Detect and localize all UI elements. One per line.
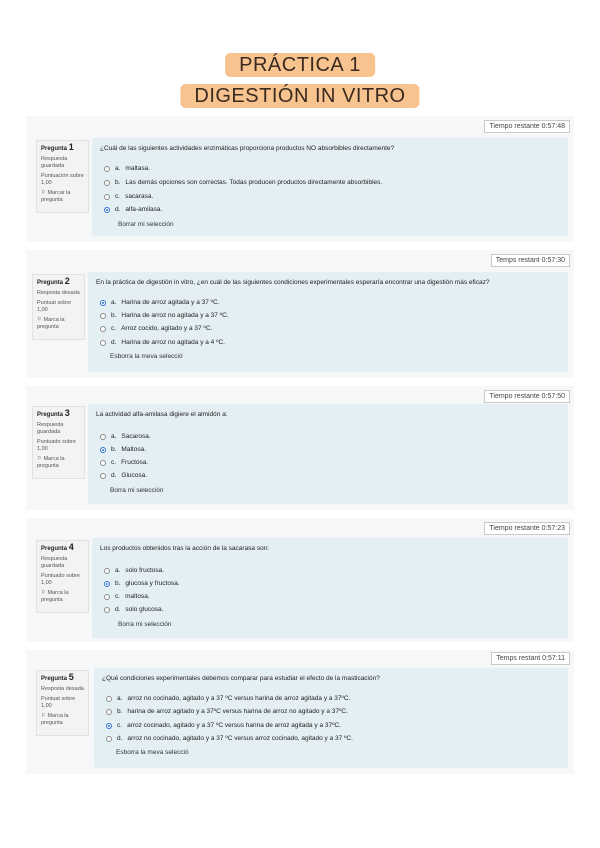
- question-score: Puntuado sobre 1,00: [37, 439, 76, 452]
- radio-button[interactable]: [104, 568, 110, 574]
- option-c[interactable]: c. sacarasa.: [104, 192, 153, 201]
- option-d[interactable]: d. alfa-amilasa.: [104, 205, 162, 214]
- question-number: Pregunta 3: [37, 408, 70, 418]
- flag-icon: ⚐: [41, 590, 46, 596]
- option-c[interactable]: c. arroz cocinado, agitado y a 37 ºC versus harina de arroz agitada y a 37ºC.: [106, 721, 341, 730]
- flag-question[interactable]: ⚐ Marca la pregunta: [37, 456, 65, 469]
- title-line-1: PRÁCTICA 1: [225, 53, 375, 77]
- radio-button[interactable]: [104, 607, 110, 613]
- flag-icon: ⚐: [37, 317, 42, 323]
- radio-button[interactable]: [104, 166, 110, 172]
- radio-button[interactable]: [106, 696, 112, 702]
- title-line-2: DIGESTIÓN IN VITRO: [180, 84, 419, 108]
- flag-icon: ⚐: [41, 713, 46, 719]
- option-d[interactable]: d. Glucosa.: [100, 471, 147, 480]
- radio-button-selected[interactable]: [106, 723, 112, 729]
- timer: Tiempo restante 0:57:23: [484, 522, 570, 535]
- radio-button[interactable]: [104, 194, 110, 200]
- timer: Tiempo restante 0:57:48: [484, 120, 570, 133]
- radio-button[interactable]: [100, 460, 106, 466]
- question-status: Respuesta guardada: [37, 422, 64, 435]
- question-box: [92, 138, 568, 236]
- flag-question[interactable]: ⚐ Marcar la pregunta: [41, 190, 71, 203]
- radio-button-selected[interactable]: [104, 207, 110, 213]
- question-score: Puntuación sobre 1,00: [41, 173, 84, 186]
- question-number: Pregunta 1: [41, 142, 74, 152]
- timer: Temps restant 0:57:30: [491, 254, 570, 267]
- question-screenshot-1: [26, 116, 574, 242]
- flag-question[interactable]: ⚐ Marca la pregunta: [37, 317, 65, 330]
- radio-button[interactable]: [100, 340, 106, 346]
- option-b[interactable]: b. harina de arroz agitado y a 37ºC versus harina de arroz no agitado y a 37ºC.: [106, 707, 348, 716]
- radio-button[interactable]: [106, 736, 112, 742]
- question-score: Puntuat sobre 1,00: [41, 696, 76, 709]
- question-number: Pregunta 5: [41, 672, 74, 682]
- question-info: [32, 274, 85, 340]
- question-text: Los productos obtenidos tras la acción de la sacarasa son:: [100, 545, 270, 552]
- question-screenshot-4: [26, 518, 574, 642]
- question-status: Respuesta guardada: [41, 156, 68, 169]
- radio-button[interactable]: [100, 326, 106, 332]
- option-a[interactable]: a. Harina de arroz agitada y a 37 ºC.: [100, 298, 220, 307]
- option-d[interactable]: d. solo glucosa.: [104, 605, 163, 614]
- option-b[interactable]: b. Harina de arroz no agitada y a 37 ºC.: [100, 311, 229, 320]
- option-c[interactable]: c. maltosa.: [104, 592, 150, 601]
- question-number: Pregunta 4: [41, 542, 74, 552]
- clear-selection-link[interactable]: Esborra la meva selecció: [116, 749, 189, 756]
- question-info: [32, 406, 85, 479]
- question-text: ¿Cuál de las siguientes actividades enzimáticas proporciona productos NO absorbibles directamente?: [100, 145, 395, 152]
- timer: Tiempo restante 0:57:50: [484, 390, 570, 403]
- question-info: [36, 540, 89, 613]
- question-text: En la práctica de digestión in vitro, ¿en cuál de las siguientes condiciones experimentales esperaría encontrar una digestión más eficaz?: [96, 279, 490, 286]
- flag-question[interactable]: ⚐ Marca la pregunta: [41, 713, 69, 726]
- option-d[interactable]: d. Harina de arroz no agitada y a 4 ºC.: [100, 338, 225, 347]
- question-text: La actividad alfa-amilasa digiere el almidón a:: [96, 411, 228, 418]
- option-c[interactable]: c. Fructosa.: [100, 458, 148, 467]
- radio-button[interactable]: [104, 594, 110, 600]
- question-number: Pregunta 2: [37, 276, 70, 286]
- radio-button-selected[interactable]: [104, 581, 110, 587]
- question-info: [36, 670, 89, 736]
- option-b[interactable]: b. Maltosa.: [100, 445, 146, 454]
- question-box: [88, 272, 568, 372]
- option-a[interactable]: a. Sacarosa.: [100, 432, 151, 441]
- question-status: Respuesta guardada: [41, 556, 68, 569]
- option-c[interactable]: c. Arroz cocido, agitado y a 37 ºC.: [100, 324, 212, 333]
- option-a[interactable]: a. arroz no cocinado, agitado y a 37 ºC versus harina de arroz agitada y a 37ºC.: [106, 694, 350, 703]
- timer: Temps restant 0:57:11: [491, 652, 570, 665]
- question-status: Resposta desada: [41, 686, 84, 692]
- question-box: [94, 668, 568, 768]
- radio-button[interactable]: [100, 473, 106, 479]
- radio-button[interactable]: [106, 709, 112, 715]
- flag-icon: ⚐: [37, 456, 42, 462]
- clear-selection-link[interactable]: Borra mi selección: [110, 487, 164, 494]
- question-status: Resposta desada: [37, 290, 80, 296]
- option-a[interactable]: a. solo fructosa.: [104, 566, 164, 575]
- question-score: Puntuado sobre 1,00: [41, 573, 80, 586]
- question-text: ¿Qué condiciones experimentales debemos comparar para estudiar el efecto de la masticación?: [102, 675, 380, 682]
- option-b[interactable]: b. Las demás opciones son correctas. Todas producen productos directamente absorbibles.: [104, 178, 382, 187]
- flag-icon: ⚐: [41, 190, 46, 196]
- question-box: [92, 538, 568, 638]
- clear-selection-link[interactable]: Borrar mi selección: [118, 221, 174, 228]
- question-screenshot-3: [26, 386, 574, 510]
- option-b[interactable]: b. glucosa y fructosa.: [104, 579, 180, 588]
- clear-selection-link[interactable]: Borra mi selección: [118, 621, 172, 628]
- question-screenshot-5: [26, 650, 574, 774]
- question-info: [36, 140, 89, 213]
- radio-button-selected[interactable]: [100, 300, 106, 306]
- radio-button[interactable]: [104, 180, 110, 186]
- radio-button-selected[interactable]: [100, 447, 106, 453]
- option-a[interactable]: a. maltasa.: [104, 164, 150, 173]
- radio-button[interactable]: [100, 313, 106, 319]
- clear-selection-link[interactable]: Esborra la meva selecció: [110, 353, 183, 360]
- flag-question[interactable]: ⚐ Marca la pregunta: [41, 590, 69, 603]
- question-score: Puntuat sobre 1,00: [37, 300, 72, 313]
- option-d[interactable]: d. arroz no cocinado, agitado y a 37 ºC versus arroz cocinado, agitado y a 37 ºC.: [106, 734, 353, 743]
- question-box: [88, 404, 568, 504]
- question-screenshot-2: [26, 250, 574, 378]
- radio-button[interactable]: [100, 434, 106, 440]
